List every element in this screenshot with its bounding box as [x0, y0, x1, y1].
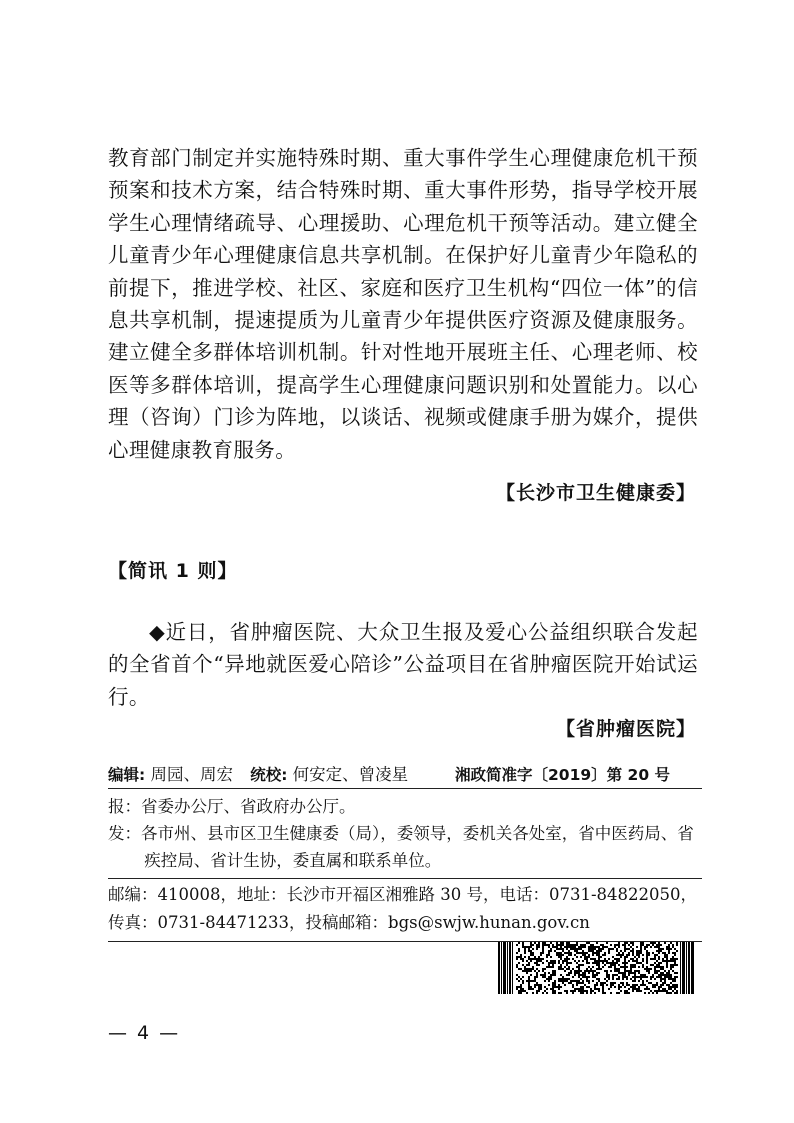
proof-label: 统校: [250, 766, 288, 784]
distribution-block [108, 789, 702, 879]
brief-item [108, 616, 698, 713]
document-footer [108, 762, 702, 942]
approval-number: 湘政简准字〔2019〕第 20 号 [455, 766, 671, 784]
article-paragraph: 教育部门制定并实施特殊时期、重大事件学生心理健康危机干预预案和技术方案，结合特殊时期、重大事件形势，指导学校开展学生心理情绪疏导、心理援助、心理危机干预等活动。建立健全儿童青少年心理健康信息共享机制。在保护好儿童青少年隐私的前提下，推进学校、社区、家庭和医疗卫生机构“四位一体”的信息共享机制，提速提质为儿童青少年提供医疗资源及健康服务。建立健全多群体培训机制。针对性地开展班主任、心理老师、校医等多群体培训，提高学生心理健康问题识别和处置能力。以心理（咨询）门诊为阵地，以谈话、视频或健康手册为媒介，提供心理健康教育服务。 [108, 146, 698, 462]
proof-names: 何安定、曾凌星 [292, 765, 409, 784]
send-to: 发：各市州、县市区卫生健康委（局），委领导，委机关各处室，省中医药局、省疾控局、省计生协，委直属和联系单位。 [108, 824, 694, 870]
editor-row [108, 762, 702, 789]
editor-names: 周园、周宏 [150, 765, 233, 784]
brief-text: 近日，省肿瘤医院、大众卫生报及爱心公益组织联合发起的全省首个“异地就医爱心陪诊”公益项目在省肿瘤医院开始试运行。 [108, 620, 699, 709]
brief-source: 【省肿瘤医院】 [555, 718, 696, 740]
brief-section-title: 【简讯 1 则】 [108, 560, 238, 582]
report-to: 报：省委办公厅、省政府办公厅。 [108, 797, 356, 816]
editor-label: 编辑: [108, 766, 146, 784]
barcode-image [498, 942, 694, 994]
contact-block [108, 879, 702, 942]
bullet-diamond-icon: ◆ [149, 620, 166, 644]
contact-line-1: 邮编：410008，地址：长沙市开福区湘雅路 30 号，电话：0731-84822050， [108, 885, 698, 904]
contact-line-2: 传真：0731-84471233，投稿邮箱：bgs@swjw.hunan.gov.cn [108, 913, 590, 932]
article-source: 【长沙市卫生健康委】 [495, 482, 696, 504]
page-number: — 4 — [108, 1022, 181, 1044]
